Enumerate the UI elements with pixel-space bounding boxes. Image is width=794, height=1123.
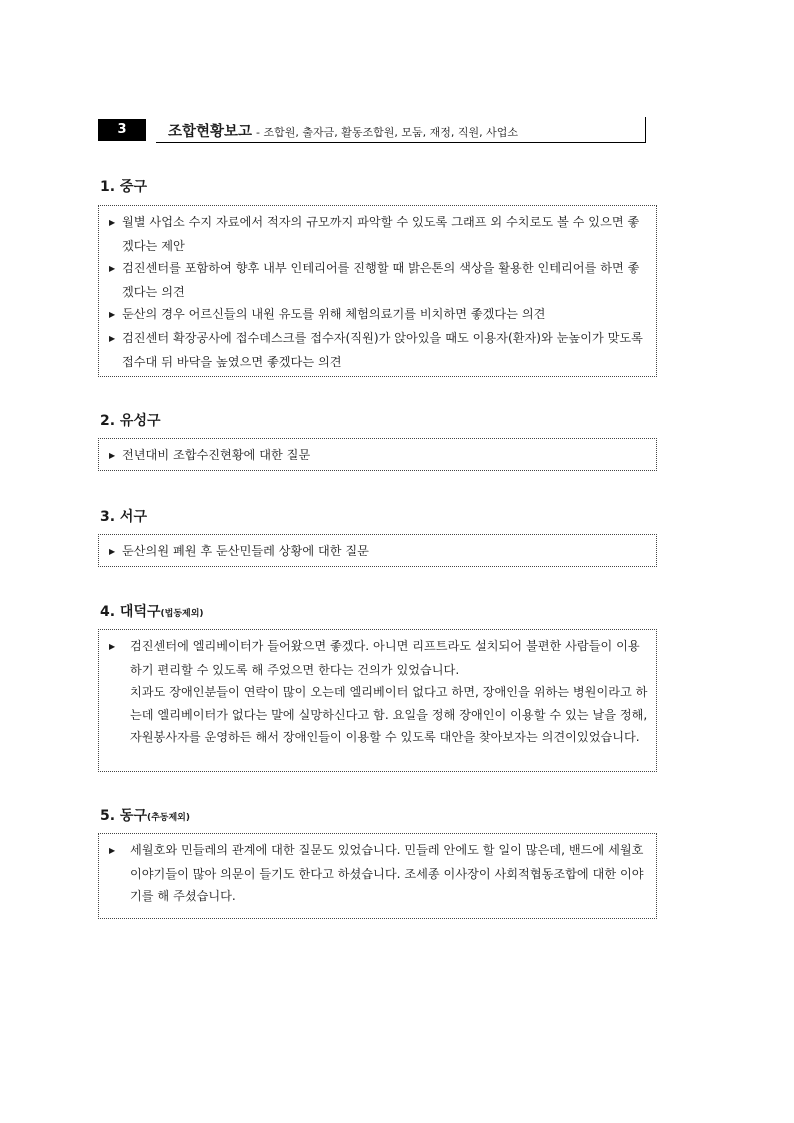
triangle-right-icon: ▶ <box>109 218 116 227</box>
section-title-text: 2. 유성구 <box>100 413 161 429</box>
section-title-text: 4. 대덕구 <box>100 604 161 620</box>
section-title-1 <box>100 176 147 196</box>
list-item <box>109 327 648 373</box>
triangle-right-icon: ▶ <box>109 846 116 855</box>
list-item-text: 검진센터 확장공사에 접수데스크를 접수자(직원)가 앉아있을 때도 이용자(환자)와 눈높이가 맞도록 접수대 뒤 바닥을 높였으면 좋겠다는 의견 <box>122 330 643 369</box>
list-item-text: 둔산의원 폐원 후 둔산민들레 상황에 대한 질문 <box>122 544 369 558</box>
page-subtitle: - 조합원, 출자금, 활동조합원, 모둠, 재정, 직원, 사업소 <box>256 126 518 139</box>
section-header <box>98 117 646 143</box>
triangle-right-icon: ▶ <box>109 642 116 651</box>
triangle-right-icon: ▶ <box>109 333 116 343</box>
list-item-text: 검진센터에 엘리베이터가 들어왔으면 좋겠다. 아니면 리프트라도 설치되어 불편한 사람들이 이용하기 편리할 수 있도록 해 주었으면 한다는 건의가 있었습니다. <box>130 639 640 677</box>
section-box-3 <box>98 534 657 567</box>
page-title-text: 조합현황보고 <box>168 124 253 140</box>
section-title-text: 3. 서구 <box>100 509 147 525</box>
list-item <box>109 257 648 303</box>
list-item <box>109 635 648 681</box>
list-item <box>109 540 648 564</box>
list-item <box>109 444 648 468</box>
triangle-right-icon: ▶ <box>109 264 116 274</box>
section-title-5 <box>100 805 190 825</box>
header-underline <box>156 142 646 143</box>
page-title <box>168 120 518 141</box>
section-title-text: 1. 중구 <box>100 179 147 195</box>
triangle-right-icon: ▶ <box>109 451 116 460</box>
section-title-note: (추동제외) <box>146 813 190 823</box>
list-item <box>109 839 648 908</box>
section-title-note: (법동제외) <box>160 609 204 619</box>
triangle-right-icon: ▶ <box>109 547 116 556</box>
section-title-2 <box>100 410 161 430</box>
section-box-4 <box>98 629 657 772</box>
list-item-text: 둔산의 경우 어르신들의 내원 유도를 위해 체험의료기를 비치하면 좋겠다는 의견 <box>122 307 546 322</box>
section-title-4 <box>100 601 204 621</box>
section-box-2 <box>98 438 657 471</box>
list-item-text: 전년대비 조합수진현황에 대한 질문 <box>122 448 311 462</box>
list-item-continuation: 치과도 장애인분들이 연락이 많이 오는데 엘리베이터 없다고 하면, 장애인을 위하는 병원이라고 하는데 엘리베이터가 없다는 말에 실망하신다고 함. 요일을 정해 장애인이 이용할 수 있는 날을 정해, 자원봉사자를 운영하든 해서 장애인들이 이용할 수 있도록 대안을 찾아보자는 의견이있었습니다. <box>130 685 648 745</box>
list-item <box>109 211 648 257</box>
list-item-text: 검진센터를 포함하여 향후 내부 인테리어를 진행할 때 밝은톤의 색상을 활용한 인테리어를 하면 좋겠다는 의견 <box>122 261 640 299</box>
section-box-5 <box>98 833 657 919</box>
triangle-right-icon: ▶ <box>109 310 116 320</box>
list-item <box>109 303 648 327</box>
section-box-1 <box>98 205 657 377</box>
header-right-bar <box>645 117 646 143</box>
section-title-text: 5. 동구 <box>100 808 147 824</box>
list-item-text: 세월호와 민들레의 관계에 대한 질문도 있었습니다. 민들레 안에도 할 일이 많은데, 밴드에 세월호 이야기들이 많아 의문이 들기도 한다고 하셨습니다. 조세종 이사장이 사회적협동조합에 대한 이야기를 해 주셨습니다. <box>130 843 644 904</box>
list-item-text: 월별 사업소 수지 자료에서 적자의 규모까지 파악할 수 있도록 그래프 외 수치로도 볼 수 있으면 좋겠다는 제안 <box>122 215 640 253</box>
section-title-3 <box>100 506 147 526</box>
section-number-badge: 3 <box>98 119 146 141</box>
